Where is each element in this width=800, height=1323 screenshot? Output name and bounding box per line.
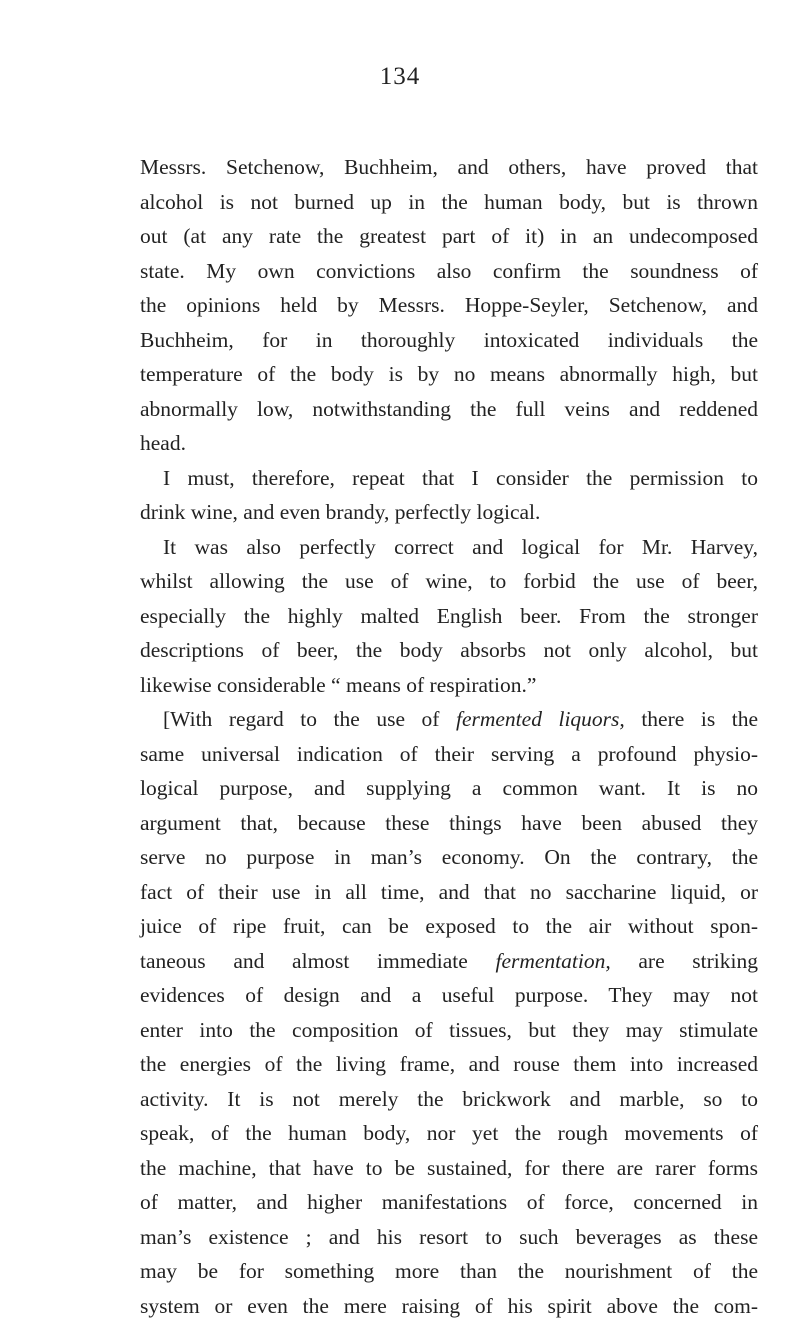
text-segment: taneous and almost immediate bbox=[140, 949, 495, 973]
italic-text-segment: fermented liquors, bbox=[456, 707, 625, 731]
text-line: out (at any rate the greatest part of it) in an undecomposed bbox=[140, 219, 758, 254]
text-line: temperature of the body is by no means abnormally high, but bbox=[140, 357, 758, 392]
italic-text-segment: fermentation, bbox=[495, 949, 610, 973]
text-line: the energies of the living frame, and rouse them into increased bbox=[140, 1047, 758, 1082]
text-line: Messrs. Setchenow, Buchheim, and others, have proved that bbox=[140, 150, 758, 185]
text-segment: [With regard to the use of bbox=[163, 707, 456, 731]
page-number: 134 bbox=[0, 63, 800, 91]
text-line: abnormally low, notwithstanding the full veins and reddened bbox=[140, 392, 758, 427]
text-line: likewise considerable “ means of respiration.” bbox=[140, 668, 758, 703]
text-line: head. bbox=[140, 426, 758, 461]
text-line: activity. It is not merely the brickwork and marble, so to bbox=[140, 1082, 758, 1117]
text-line: serve no purpose in man’s economy. On the contrary, the bbox=[140, 840, 758, 875]
text-line: juice of ripe fruit, can be exposed to the air without spon- bbox=[140, 909, 758, 944]
paragraph-start-line: It was also perfectly correct and logical for Mr. Harvey, bbox=[140, 530, 758, 565]
paragraph-start-line bbox=[140, 702, 758, 737]
text-line: enter into the composition of tissues, but they may stimulate bbox=[140, 1013, 758, 1048]
text-line: the machine, that have to be sustained, for there are rarer forms bbox=[140, 1151, 758, 1186]
paragraph-start-line: I must, therefore, repeat that I consider the permission to bbox=[140, 461, 758, 496]
text-line: system or even the mere raising of his spirit above the com- bbox=[140, 1289, 758, 1323]
text-line bbox=[140, 944, 758, 979]
text-line: argument that, because these things have been abused they bbox=[140, 806, 758, 841]
text-line: of matter, and higher manifestations of force, concerned in bbox=[140, 1185, 758, 1220]
text-line: especially the highly malted English beer. From the stronger bbox=[140, 599, 758, 634]
text-line: alcohol is not burned up in the human body, but is thrown bbox=[140, 185, 758, 220]
text-segment: there is the bbox=[625, 707, 758, 731]
text-line: may be for something more than the nourishment of the bbox=[140, 1254, 758, 1289]
text-line: descriptions of beer, the body absorbs not only alcohol, but bbox=[140, 633, 758, 668]
text-line: fact of their use in all time, and that no saccharine liquid, or bbox=[140, 875, 758, 910]
text-line: same universal indication of their serving a profound physio- bbox=[140, 737, 758, 772]
text-line: drink wine, and even brandy, perfectly logical. bbox=[140, 495, 758, 530]
text-line: Buchheim, for in thoroughly intoxicated individuals the bbox=[140, 323, 758, 358]
text-line: state. My own convictions also confirm the soundness of bbox=[140, 254, 758, 289]
body-text bbox=[140, 150, 758, 1323]
text-segment: are striking bbox=[611, 949, 758, 973]
text-line: the opinions held by Messrs. Hoppe-Seyler, Setchenow, and bbox=[140, 288, 758, 323]
text-line: man’s existence ; and his resort to such beverages as these bbox=[140, 1220, 758, 1255]
text-line: speak, of the human body, nor yet the rough movements of bbox=[140, 1116, 758, 1151]
text-line: logical purpose, and supplying a common want. It is no bbox=[140, 771, 758, 806]
text-line: evidences of design and a useful purpose. They may not bbox=[140, 978, 758, 1013]
text-line: whilst allowing the use of wine, to forbid the use of beer, bbox=[140, 564, 758, 599]
